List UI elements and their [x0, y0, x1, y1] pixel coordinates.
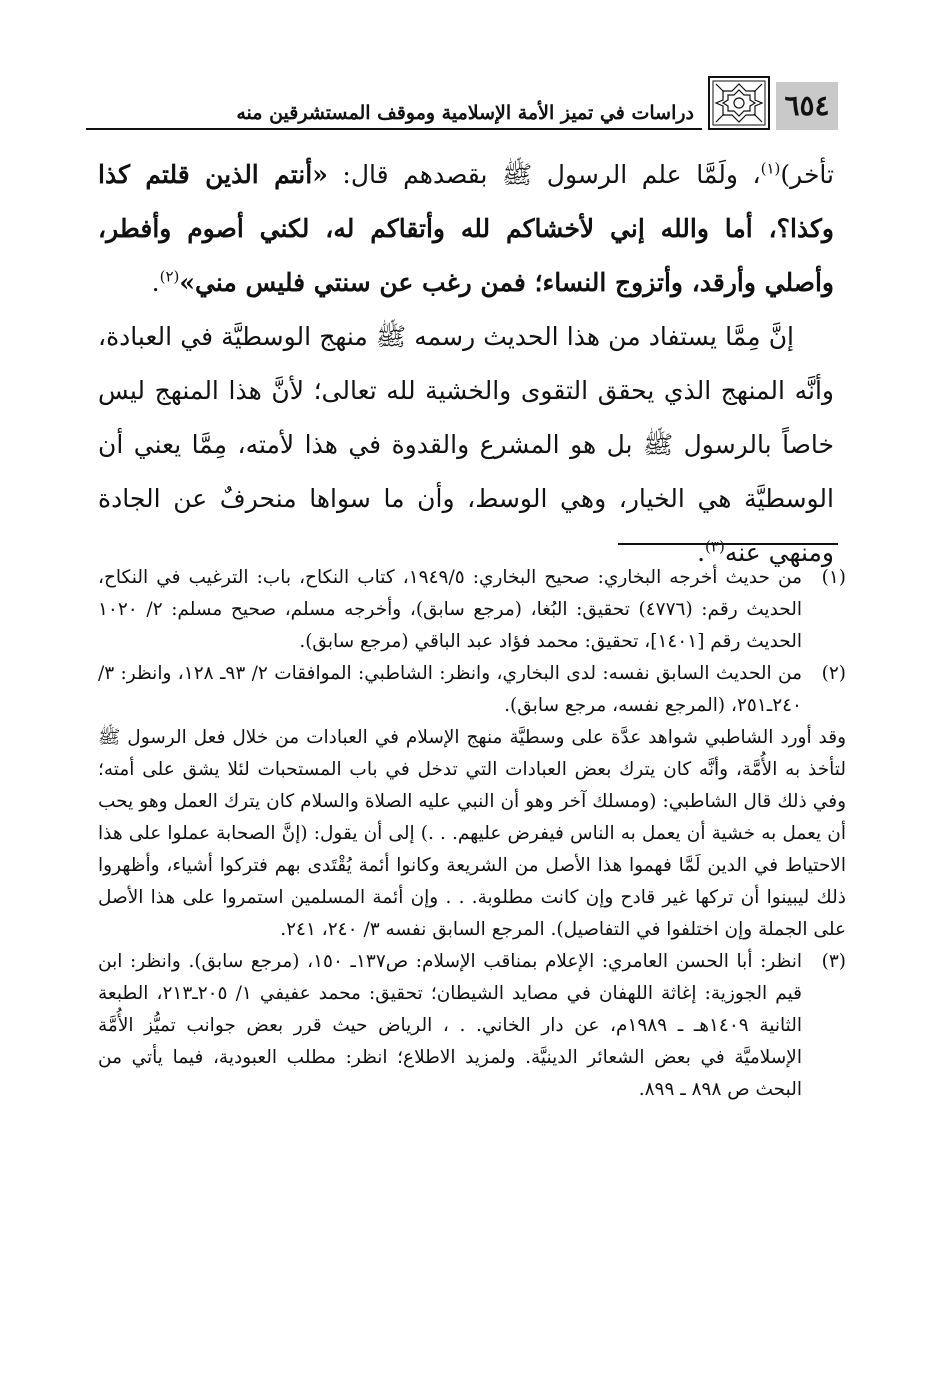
- paragraph-2: [98, 310, 834, 580]
- footnote-ref-2: (٢): [159, 267, 180, 286]
- footnote-ref-1: (١): [760, 159, 781, 178]
- footnote-text: انظر: أبا الحسن العامري: الإعلام بمناقب الإسلام: ص١٣٧ـ ١٥٠، (مرجع سابق). وانظر: ابن قيم الجوزية: إغاثة اللهفان في مصايد الشيطان؛ تحقيق: محمد عفيفي ١/ ٢٠٥ـ٢١٣، الطبعة الثانية ١٤٠٩هـ ـ ١٩٨٩م، عن دار الخاني. . ، الرياض حيث قرر بعض جوانب تميُّز الأُمَّة الإسلاميَّة في بعض الشعائر الدينيَّة. ولمزيد الاطلاع؛ انظر: مطلب العبودية، فيما يأتي من البحث ص ٨٩٨ ـ ٨٩٩.: [98, 951, 803, 1100]
- footnote-text: من الحديث السابق نفسه: لدى البخاري، وانظر: الشاطبي: الموافقات ٢/ ٩٣ـ ١٢٨، وانظر: ٣/ ٢٤٠ـ٢٥١، (المرجع نفسه، مرجع سابق).: [98, 663, 802, 716]
- p1-middle: ، ولَمَّا علم الرسول ﷺ بقصدهم قال:: [327, 160, 761, 189]
- page-number: ٦٥٤: [776, 82, 838, 130]
- header-rule: [86, 128, 702, 130]
- main-text: [98, 148, 834, 580]
- footnote-number: (١): [821, 567, 846, 588]
- p2-text: إنَّ مِمَّا يستفاد من هذا الحديث رسمه ﷺ منهج الوسطيَّة في العبادة، وأنَّه المنهج الذي يحقق التقوى والخشية لله تعالى؛ لأنَّ هذا المنهج ليس خاصاً بالرسول ﷺ بل هو المشرع والقدوة في هذا لأمته، مِمَّا يعني أن الوسطيَّة هي الخيار، وهي الوسط، وأن ما سواها منحرفٌ عن الجادة ومنهي عنه: [98, 322, 834, 567]
- footnote-number: (٢): [821, 663, 846, 684]
- footnote-2-continuation: وقد أورد الشاطبي شواهد عدَّة على وسطيَّة منهج الإسلام في العبادات من خلال فعل الرسول ﷺ لتأخذ به الأُمَّة، وأنَّه كان يترك بعض العبادات التي تدخل في باب المستحبات لئلا يشق على أمته؛ وفي ذلك قال الشاطبي: (ومسلك آخر وهو أن النبي عليه الصلاة والسلام كان يترك العمل وهو يحب أن يعمل به خشية أن يعمل به الناس فيفرض عليهم. . .) إلى أن يقول: (إنَّ الصحابة عملوا على هذا الاحتياط في الدين لَمَّا فهموا هذا الأصل من الشريعة وكانوا أئمة يُقْتَدى بهم فتركوا أشياء، وأظهروا ذلك ليبينوا أن تركها غير قادح وإن كانت مطلوبة. . . وإن أئمة المسلمين استمروا على هذا الأصل على الجملة وإن اختلفوا في التفاصيل). المرجع السابق نفسه ٣/ ٢٤٠، ٢٤١.: [98, 727, 846, 940]
- footnote-divider: [618, 543, 838, 545]
- hadith-quote: «أنتم الذين قلتم كذا وكذا؟، أما والله إني لأخشاكم لله وأتقاكم له، لكني أصوم وأفطر، وأصلي وأرقد، وأتزوج النساء؛ فمن رغب عن سنتي فليس مني»: [98, 160, 834, 297]
- footnote-text: من حديث أخرجه البخاري: صحيح البخاري: ١٩٤٩/٥، كتاب النكاح، باب: الترغيب في النكاح، الحديث رقم: (٤٧٧٦) تحقيق: البُغا، (مرجع سابق)، وأخرجه مسلم، صحيح مسلم: ٢/ ١٠٢٠ الحديث رقم [١٤٠١]، تحقيق: محمد فؤاد عبد الباقي (مرجع سابق).: [98, 567, 802, 652]
- footnote-1: [98, 562, 846, 658]
- page-header: [86, 72, 838, 130]
- header-title-area: [86, 72, 702, 130]
- footnotes: [98, 562, 846, 1106]
- p1-end: .: [151, 268, 160, 297]
- p2-end: .: [697, 538, 706, 567]
- running-title: دراسات في تميز الأمة الإسلامية وموقف المستشرقين منه: [236, 102, 694, 124]
- footnote-2: [98, 658, 846, 722]
- footnote-number: (٣): [821, 951, 846, 972]
- p1-start: تأخر): [780, 160, 834, 189]
- ornament-icon: [708, 76, 770, 130]
- paragraph-1: [98, 148, 834, 310]
- footnote-ref-3: (٣): [705, 537, 725, 556]
- footnote-3: [98, 946, 846, 1106]
